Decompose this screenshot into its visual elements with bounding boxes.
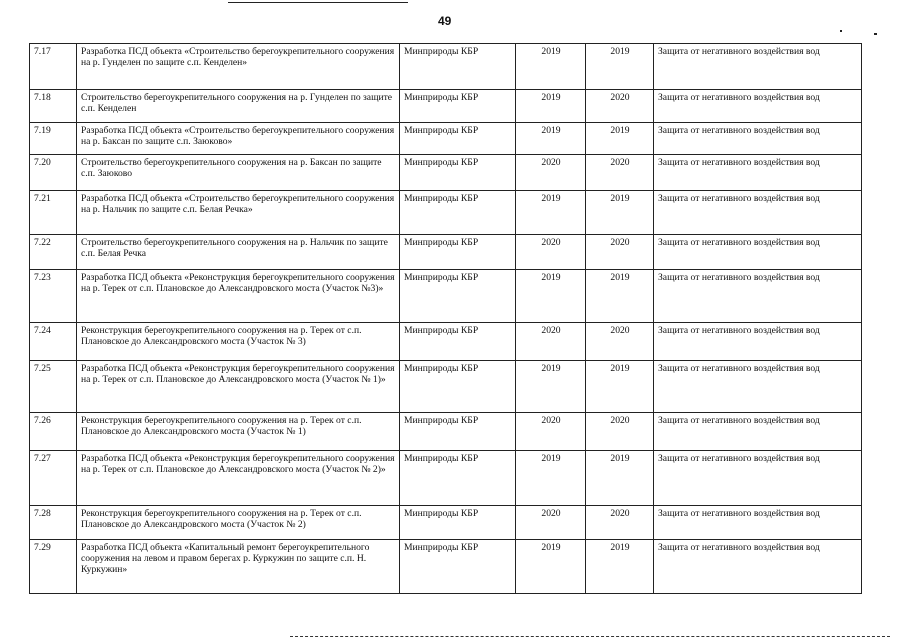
activity-name: Реконструкция берегоукрепительного сооружения на р. Терек от с.п. Плановское до Александровского моста (Участок № 1): [77, 413, 400, 451]
goal-text: Защита от негативного воздействия вод: [654, 413, 862, 451]
goal-text: Защита от негативного воздействия вод: [654, 123, 862, 155]
goal-text: Защита от негативного воздействия вод: [654, 270, 862, 323]
end-year: 2020: [586, 155, 654, 191]
activity-name: Реконструкция берегоукрепительного сооружения на р. Терек от с.п. Плановское до Александровского моста (Участок № 3): [77, 323, 400, 361]
activity-name: Разработка ПСД объекта «Реконструкция берегоукрепительного сооружения на р. Терек от с.п. Плановское до Александровского моста (Участок № 2)»: [77, 451, 400, 506]
responsible-org: Минприроды КБР: [400, 506, 516, 540]
goal-text: Защита от негативного воздействия вод: [654, 323, 862, 361]
end-year: 2020: [586, 413, 654, 451]
responsible-org: Минприроды КБР: [400, 540, 516, 594]
start-year: 2020: [516, 235, 586, 270]
responsible-org: Минприроды КБР: [400, 90, 516, 123]
table-row: [30, 235, 862, 270]
end-year: 2020: [586, 506, 654, 540]
row-number: 7.22: [30, 235, 77, 270]
activity-name: Разработка ПСД объекта «Реконструкция берегоукрепительного сооружения на р. Терек от с.п. Плановское до Александровского моста (Участок № 1)»: [77, 361, 400, 413]
responsible-org: Минприроды КБР: [400, 270, 516, 323]
table-row: [30, 44, 862, 90]
end-year: 2019: [586, 44, 654, 90]
activity-name: Разработка ПСД объекта «Реконструкция берегоукрепительного сооружения на р. Терек от с.п. Плановское до Александровского моста (Участок №3)»: [77, 270, 400, 323]
page-number: 49: [438, 14, 452, 28]
responsible-org: Минприроды КБР: [400, 44, 516, 90]
start-year: 2019: [516, 270, 586, 323]
row-number: 7.28: [30, 506, 77, 540]
end-year: 2019: [586, 270, 654, 323]
goal-text: Защита от негативного воздействия вод: [654, 90, 862, 123]
goal-text: Защита от негативного воздействия вод: [654, 44, 862, 90]
start-year: 2019: [516, 451, 586, 506]
row-number: 7.27: [30, 451, 77, 506]
table-row: [30, 123, 862, 155]
activity-name: Разработка ПСД объекта «Строительство берегоукрепительного сооружения на р. Гунделен по защите с.п. Кенделен»: [77, 44, 400, 90]
row-number: 7.29: [30, 540, 77, 594]
table-row: [30, 506, 862, 540]
row-number: 7.20: [30, 155, 77, 191]
start-year: 2020: [516, 506, 586, 540]
start-year: 2019: [516, 44, 586, 90]
end-year: 2019: [586, 123, 654, 155]
goal-text: Защита от негативного воздействия вод: [654, 191, 862, 235]
end-year: 2020: [586, 235, 654, 270]
table-row: [30, 451, 862, 506]
activity-name: Строительство берегоукрепительного сооружения на р. Нальчик по защите с.п. Белая Речка: [77, 235, 400, 270]
end-year: 2019: [586, 451, 654, 506]
row-number: 7.21: [30, 191, 77, 235]
start-year: 2019: [516, 191, 586, 235]
goal-text: Защита от негативного воздействия вод: [654, 361, 862, 413]
start-year: 2019: [516, 540, 586, 594]
row-number: 7.24: [30, 323, 77, 361]
start-year: 2019: [516, 90, 586, 123]
activity-name: Разработка ПСД объекта «Капитальный ремонт берегоукрепительного сооружения на левом и правом берегах р. Куркужин по защите с.п. Н. Куркужин»: [77, 540, 400, 594]
row-number: 7.23: [30, 270, 77, 323]
responsible-org: Минприроды КБР: [400, 155, 516, 191]
activity-name: Разработка ПСД объекта «Строительство берегоукрепительного сооружения на р. Нальчик по защите с.п. Белая Речка»: [77, 191, 400, 235]
start-year: 2020: [516, 413, 586, 451]
goal-text: Защита от негативного воздействия вод: [654, 155, 862, 191]
table-row: [30, 361, 862, 413]
row-number: 7.19: [30, 123, 77, 155]
start-year: 2019: [516, 123, 586, 155]
start-year: 2020: [516, 323, 586, 361]
goal-text: Защита от негативного воздействия вод: [654, 540, 862, 594]
table-row: [30, 90, 862, 123]
activities-table: [29, 43, 862, 594]
table-row: [30, 413, 862, 451]
end-year: 2020: [586, 323, 654, 361]
row-number: 7.18: [30, 90, 77, 123]
table-row: [30, 155, 862, 191]
end-year: 2019: [586, 191, 654, 235]
activity-name: Строительство берегоукрепительного сооружения на р. Гунделен по защите с.п. Кенделен: [77, 90, 400, 123]
scan-speck: [840, 30, 842, 32]
bottom-rule: [290, 636, 890, 637]
table-row: [30, 270, 862, 323]
responsible-org: Минприроды КБР: [400, 235, 516, 270]
activity-name: Разработка ПСД объекта «Строительство берегоукрепительного сооружения на р. Баксан по защите с.п. Заюково»: [77, 123, 400, 155]
start-year: 2019: [516, 361, 586, 413]
activity-name: Реконструкция берегоукрепительного сооружения на р. Терек от с.п. Плановское до Александровского моста (Участок № 2): [77, 506, 400, 540]
goal-text: Защита от негативного воздействия вод: [654, 235, 862, 270]
row-number: 7.25: [30, 361, 77, 413]
responsible-org: Минприроды КБР: [400, 413, 516, 451]
row-number: 7.26: [30, 413, 77, 451]
end-year: 2019: [586, 361, 654, 413]
start-year: 2020: [516, 155, 586, 191]
goal-text: Защита от негативного воздействия вод: [654, 506, 862, 540]
responsible-org: Минприроды КБР: [400, 451, 516, 506]
end-year: 2019: [586, 540, 654, 594]
scan-speck: [874, 33, 877, 35]
responsible-org: Минприроды КБР: [400, 323, 516, 361]
responsible-org: Минприроды КБР: [400, 361, 516, 413]
end-year: 2020: [586, 90, 654, 123]
responsible-org: Минприроды КБР: [400, 123, 516, 155]
table-row: [30, 191, 862, 235]
responsible-org: Минприроды КБР: [400, 191, 516, 235]
table-row: [30, 540, 862, 594]
goal-text: Защита от негативного воздействия вод: [654, 451, 862, 506]
table-body: [30, 44, 862, 594]
row-number: 7.17: [30, 44, 77, 90]
top-rule: [228, 2, 408, 3]
activity-name: Строительство берегоукрепительного сооружения на р. Баксан по защите с.п. Заюково: [77, 155, 400, 191]
table-row: [30, 323, 862, 361]
